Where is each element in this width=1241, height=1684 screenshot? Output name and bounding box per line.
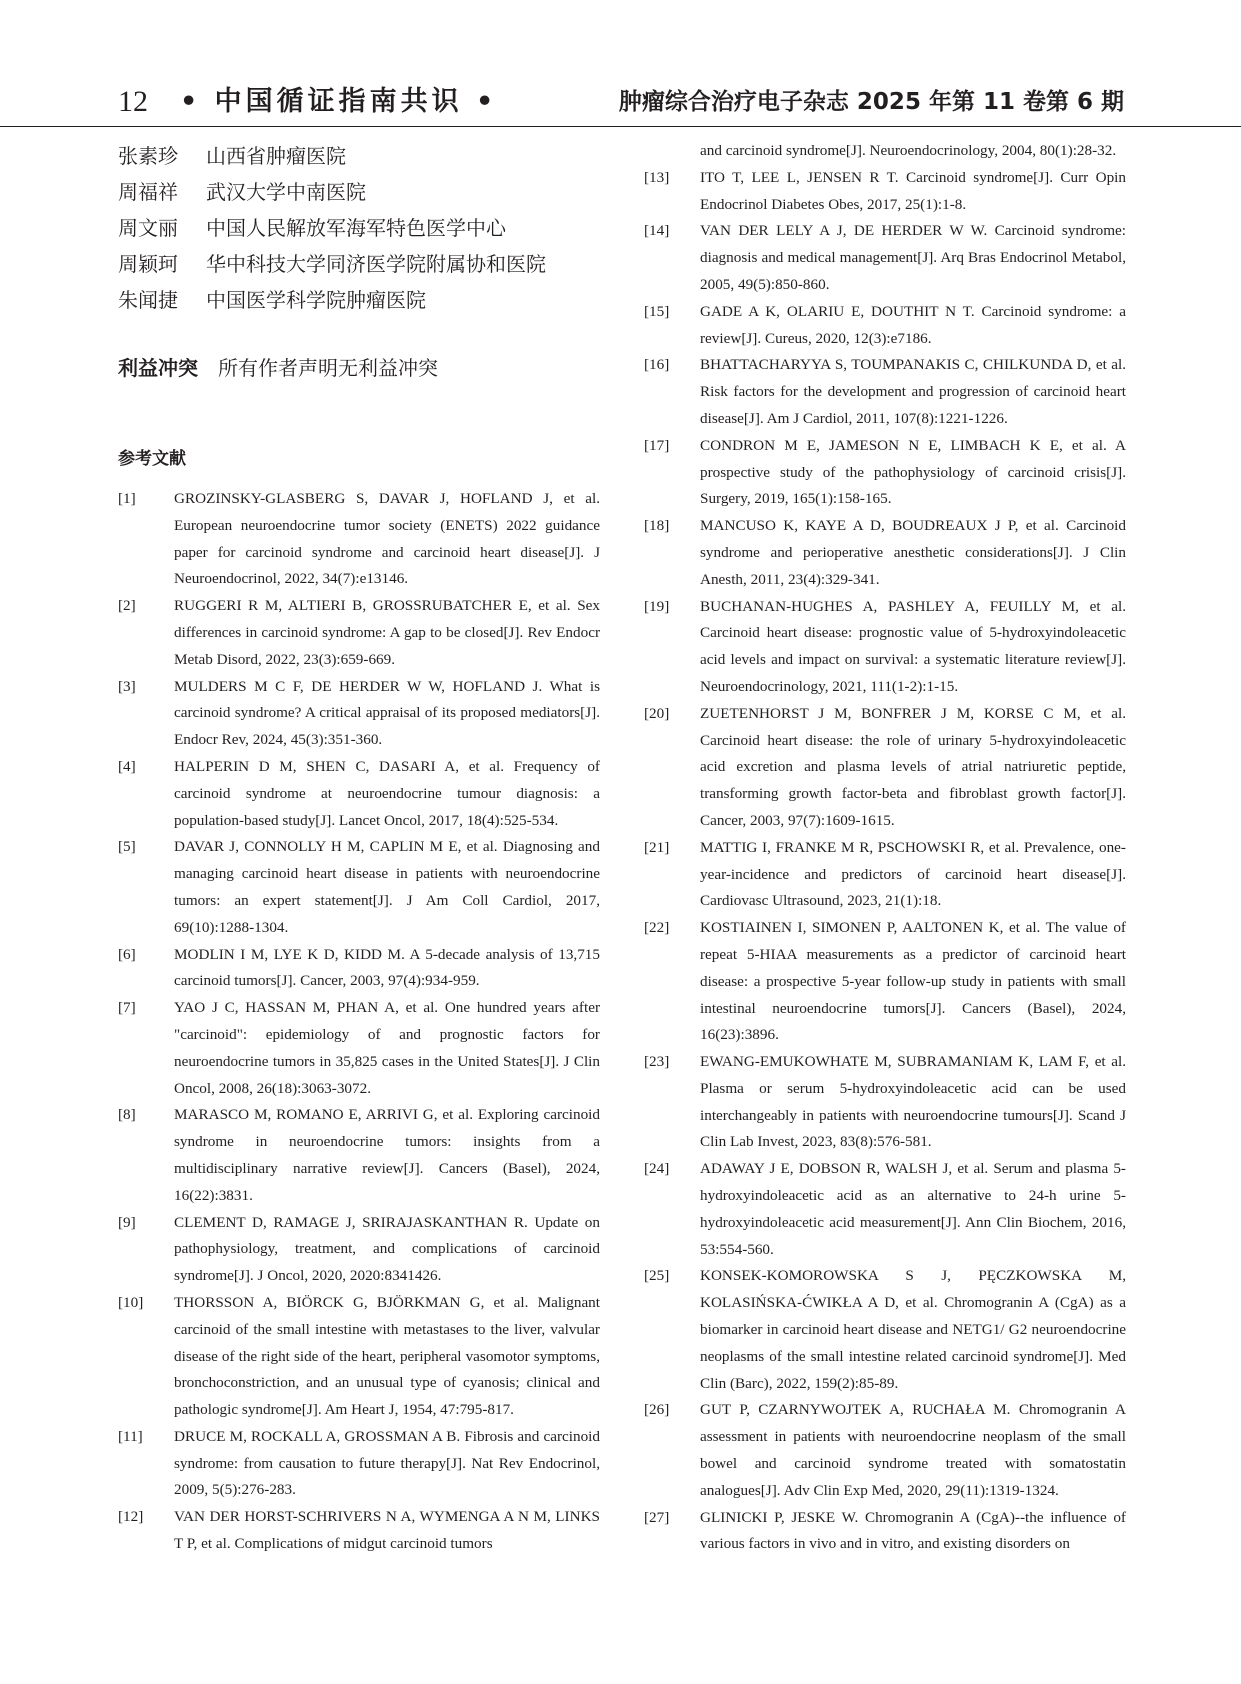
reference-number: [26]	[644, 1401, 670, 1419]
reference-text: THORSSON A, BIÖRCK G, BJÖRKMAN G, et al. Malignant carcinoid of the small intestine with metastases to the liver, valvular disease of the right side of the heart, peripheral vasomotor symptoms, bronchoconstriction, and an unusual type of cyanosis; clinical and pathologic syndrome[J]. Am Heart J, 1954, 47:795-817.	[174, 1293, 600, 1419]
reference-number: [14]	[644, 222, 670, 240]
reference-item	[644, 513, 1126, 593]
reference-text: GROZINSKY-GLASBERG S, DAVAR J, HOFLAND J, et al. European neuroendocrine tumor society (ENETS) 2022 guidance paper for carcinoid syndrome and carcinoid heart disease[J]. J Neuroendocrinol, 2022, 34(7):e13146.	[174, 490, 600, 588]
author-affiliation: 中国人民解放军海军特色医学中心	[206, 216, 506, 240]
reference-item	[118, 1210, 600, 1290]
reference-number: [11]	[118, 1427, 143, 1445]
reference-number: [23]	[644, 1053, 670, 1071]
reference-item	[644, 165, 1126, 219]
reference-number: [15]	[644, 302, 670, 320]
author-row	[118, 246, 600, 282]
reference-number: [6]	[118, 945, 136, 963]
author-affiliation: 中国医学科学院肿瘤医院	[206, 288, 426, 312]
reference-text: MANCUSO K, KAYE A D, BOUDREAUX J P, et al. Carcinoid syndrome and perioperative anesthetic considerations[J]. J Clin Anesth, 2011, 23(4):329-341.	[700, 517, 1126, 588]
reference-item	[644, 433, 1126, 513]
reference-number: [20]	[644, 704, 670, 722]
reference-text: RUGGERI R M, ALTIERI B, GROSSRUBATCHER E, et al. Sex differences in carcinoid syndrome: A gap to be closed[J]. Rev Endocr Metab Disord, 2022, 23(3):659-669.	[174, 597, 600, 668]
reference-number: [25]	[644, 1267, 670, 1285]
reference-number: [4]	[118, 757, 136, 775]
author-affiliation: 武汉大学中南医院	[206, 180, 366, 204]
conflict-text: 所有作者声明无利益冲突	[218, 356, 438, 380]
reference-text: ITO T, LEE L, JENSEN R T. Carcinoid syndrome[J]. Curr Opin Endocrinol Diabetes Obes, 2017, 25(1):1-8.	[700, 168, 1126, 213]
reference-item	[118, 1290, 600, 1424]
reference-text: EWANG-EMUKOWHATE M, SUBRAMANIAM K, LAM F, et al. Plasma or serum 5-hydroxyindoleacetic acid can be used interchangeably in patients with neuroendocrine tumours[J]. Scand J Clin Lab Invest, 2023, 83(8):576-581.	[700, 1053, 1126, 1151]
reference-item	[644, 1156, 1126, 1263]
reference-item	[644, 1397, 1126, 1504]
reference-item	[644, 352, 1126, 432]
left-column	[118, 138, 600, 1558]
author-row	[118, 210, 600, 246]
reference-number: [19]	[644, 597, 670, 615]
reference-item	[118, 1102, 600, 1209]
author-row	[118, 174, 600, 210]
page-number: 12	[118, 85, 148, 118]
reference-item	[644, 835, 1126, 915]
reference-text: VAN DER HORST-SCHRIVERS N A, WYMENGA A N M, LINKS T P, et al. Complications of midgut carcinoid tumors	[174, 1508, 600, 1553]
reference-item	[644, 299, 1126, 353]
reference-text: YAO J C, HASSAN M, PHAN A, et al. One hundred years after "carcinoid": epidemiology of and prognostic factors for neuroendocrine tumors in 35,825 cases in the United States[J]. J Clin Oncol, 2008, 26(18):3063-3072.	[174, 999, 600, 1097]
reference-text: GADE A K, OLARIU E, DOUTHIT N T. Carcinoid syndrome: a review[J]. Cureus, 2020, 12(3):e7186.	[700, 302, 1126, 347]
reference-number: [21]	[644, 838, 670, 856]
reference-text: MATTIG I, FRANKE M R, PSCHOWSKI R, et al. Prevalence, one-year-incidence and predictors of carcinoid heart disease[J]. Cardiovasc Ultrasound, 2023, 21(1):18.	[700, 838, 1126, 910]
reference-text: CLEMENT D, RAMAGE J, SRIRAJASKANTHAN R. Update on pathophysiology, treatment, and complications of carcinoid syndrome[J]. J Oncol, 2020, 2020:8341426.	[174, 1213, 600, 1285]
reference-number: [3]	[118, 677, 136, 695]
reference-list-left	[118, 486, 600, 1558]
reference-text: KONSEK-KOMOROWSKA S J, PĘCZKOWSKA M, KOLASIŃSKA-ĆWIKŁA A D, et al. Chromogranin A (CgA) as a biomarker in carcinoid heart disease and NETG1/ G2 neuroendocrine neoplasms of the small intestine related carcinoid syndrome[J]. Med Clin (Barc), 2022, 159(2):85-89.	[700, 1267, 1126, 1392]
author-row	[118, 138, 600, 174]
conflict-of-interest	[118, 350, 600, 386]
reference-number: [9]	[118, 1213, 136, 1231]
reference-item	[644, 701, 1126, 835]
reference-text: MODLIN I M, LYE K D, KIDD M. A 5-decade analysis of 13,715 carcinoid tumors[J]. Cancer, 2003, 97(4):934-959.	[174, 945, 600, 990]
reference-number: [13]	[644, 168, 670, 186]
reference-text: ADAWAY J E, DOBSON R, WALSH J, et al. Serum and plasma 5-hydroxyindoleacetic acid as an alternative to 24-h urine 5-hydroxyindoleacetic acid measurement[J]. Ann Clin Biochem, 2016, 53:554-560.	[700, 1160, 1126, 1258]
reference-text: KOSTIAINEN I, SIMONEN P, AALTONEN K, et al. The value of repeat 5-HIAA measurements as a predictor of carcinoid heart disease: a prospective 5-year follow-up study in patients with small intestinal neuroendocrine tumors[J]. Cancers (Basel), 2024, 16(23):3896.	[700, 919, 1126, 1044]
reference-item	[118, 1424, 600, 1504]
reference-continuation: and carcinoid syndrome[J]. Neuroendocrinology, 2004, 80(1):28-32.	[700, 142, 1117, 159]
author-name: 朱闻捷	[118, 288, 178, 312]
reference-number: [2]	[118, 597, 136, 615]
reference-item	[644, 1263, 1126, 1397]
reference-item	[644, 1049, 1126, 1156]
reference-text: DRUCE M, ROCKALL A, GROSSMAN A B. Fibrosis and carcinoid syndrome: from causation to future therapy[J]. Nat Rev Endocrinol, 2009, 5(5):276-283.	[174, 1427, 600, 1499]
reference-number: [8]	[118, 1106, 136, 1124]
reference-number: [24]	[644, 1160, 670, 1178]
reference-number: [5]	[118, 838, 136, 856]
conflict-label: 利益冲突	[118, 356, 198, 380]
reference-item	[644, 218, 1126, 298]
reference-text: DAVAR J, CONNOLLY H M, CAPLIN M E, et al. Diagnosing and managing carcinoid heart disease in patients with neuroendocrine tumors: an expert statement[J]. J Am Coll Cardiol, 2017, 69(10):1288-1304.	[174, 838, 600, 936]
author-name: 周文丽	[118, 216, 178, 240]
reference-item	[644, 594, 1126, 701]
reference-item	[118, 834, 600, 941]
author-affiliation: 华中科技大学同济医学院附属协和医院	[206, 252, 546, 276]
references-heading: 参考文献	[118, 449, 186, 469]
reference-list-right	[644, 165, 1126, 1558]
journal-issue: 肿瘤综合治疗电子杂志 2025 年第 11 卷第 6 期	[618, 89, 1124, 115]
reference-text: GUT P, CZARNYWOJTEK A, RUCHAŁA M. Chromogranin A assessment in patients with neuroendocrine neoplasm of the small bowel and carcinoid syndrome treated with somatostatin analogues[J]. Adv Clin Exp Med, 2020, 29(11):1319-1324.	[700, 1401, 1126, 1499]
reference-text: CONDRON M E, JAMESON N E, LIMBACH K E, et al. A prospective study of the pathophysiology of carcinoid crisis[J]. Surgery, 2019, 165(1):158-165.	[700, 436, 1126, 508]
reference-number: [7]	[118, 999, 136, 1017]
author-name: 周颖珂	[118, 252, 178, 276]
author-list	[118, 138, 600, 318]
reference-text: BHATTACHARYYA S, TOUMPANAKIS C, CHILKUNDA D, et al. Risk factors for the development and progression of carcinoid heart disease[J]. Am J Cardiol, 2011, 107(8):1221-1226.	[700, 356, 1126, 427]
reference-number: [1]	[118, 490, 136, 507]
reference-item	[118, 942, 600, 996]
reference-item	[644, 915, 1126, 1049]
reference-text: MULDERS M C F, DE HERDER W W, HOFLAND J. What is carcinoid syndrome? A critical appraisal of its proposed mediators[J]. Endocr Rev, 2024, 45(3):351-360.	[174, 677, 600, 749]
journal-section-title: • 中国循证指南共识 •	[180, 86, 498, 117]
reference-number: [10]	[118, 1293, 144, 1311]
reference-item	[118, 995, 600, 1102]
reference-number: [12]	[118, 1508, 144, 1526]
author-name: 周福祥	[118, 180, 178, 204]
reference-text: VAN DER LELY A J, DE HERDER W W. Carcinoid syndrome: diagnosis and medical management[J]. Arq Bras Endocrinol Metabol, 2005, 49(5):850-860.	[700, 222, 1126, 293]
reference-number: [22]	[644, 919, 670, 937]
reference-item	[118, 593, 600, 673]
reference-text: BUCHANAN-HUGHES A, PASHLEY A, FEUILLY M, et al. Carcinoid heart disease: prognostic value of 5-hydroxyindoleacetic acid levels and impact on survival: a systematic literature review[J]. Neuroendocrinology, 2021, 111(1-2):1-15.	[700, 597, 1126, 695]
reference-text: GLINICKI P, JESKE W. Chromogranin A (CgA)--the influence of various factors in vivo and in vitro, and existing disorders on	[700, 1508, 1126, 1553]
reference-number: [17]	[644, 436, 670, 454]
reference-item	[644, 1505, 1126, 1559]
reference-text: MARASCO M, ROMANO E, ARRIVI G, et al. Exploring carcinoid syndrome in neuroendocrine tumors: insights from a multidisciplinary narrative review[J]. Cancers (Basel), 2024, 16(22):3831.	[174, 1106, 600, 1204]
reference-text: HALPERIN D M, SHEN C, DASARI A, et al. Frequency of carcinoid syndrome at neuroendocrine tumour diagnosis: a population-based study[J]. Lancet Oncol, 2017, 18(4):525-534.	[174, 757, 600, 829]
reference-number: [27]	[644, 1508, 670, 1526]
author-row	[118, 282, 600, 318]
reference-number: [18]	[644, 517, 670, 535]
header-rule	[0, 126, 1241, 127]
right-column	[644, 138, 1126, 1558]
reference-item	[118, 486, 600, 593]
page-header	[118, 82, 1124, 122]
reference-item	[118, 1504, 600, 1558]
reference-item	[118, 754, 600, 834]
author-affiliation: 山西省肿瘤医院	[206, 144, 346, 168]
reference-text: ZUETENHORST J M, BONFRER J M, KORSE C M, et al. Carcinoid heart disease: the role of urinary 5-hydroxyindoleacetic acid excretion and plasma levels of atrial natriuretic peptide, transforming growth factor-beta and fibroblast growth factor[J]. Cancer, 2003, 97(7):1609-1615.	[700, 704, 1126, 829]
author-name: 张素珍	[118, 144, 178, 168]
reference-number: [16]	[644, 356, 670, 374]
reference-item	[118, 674, 600, 754]
